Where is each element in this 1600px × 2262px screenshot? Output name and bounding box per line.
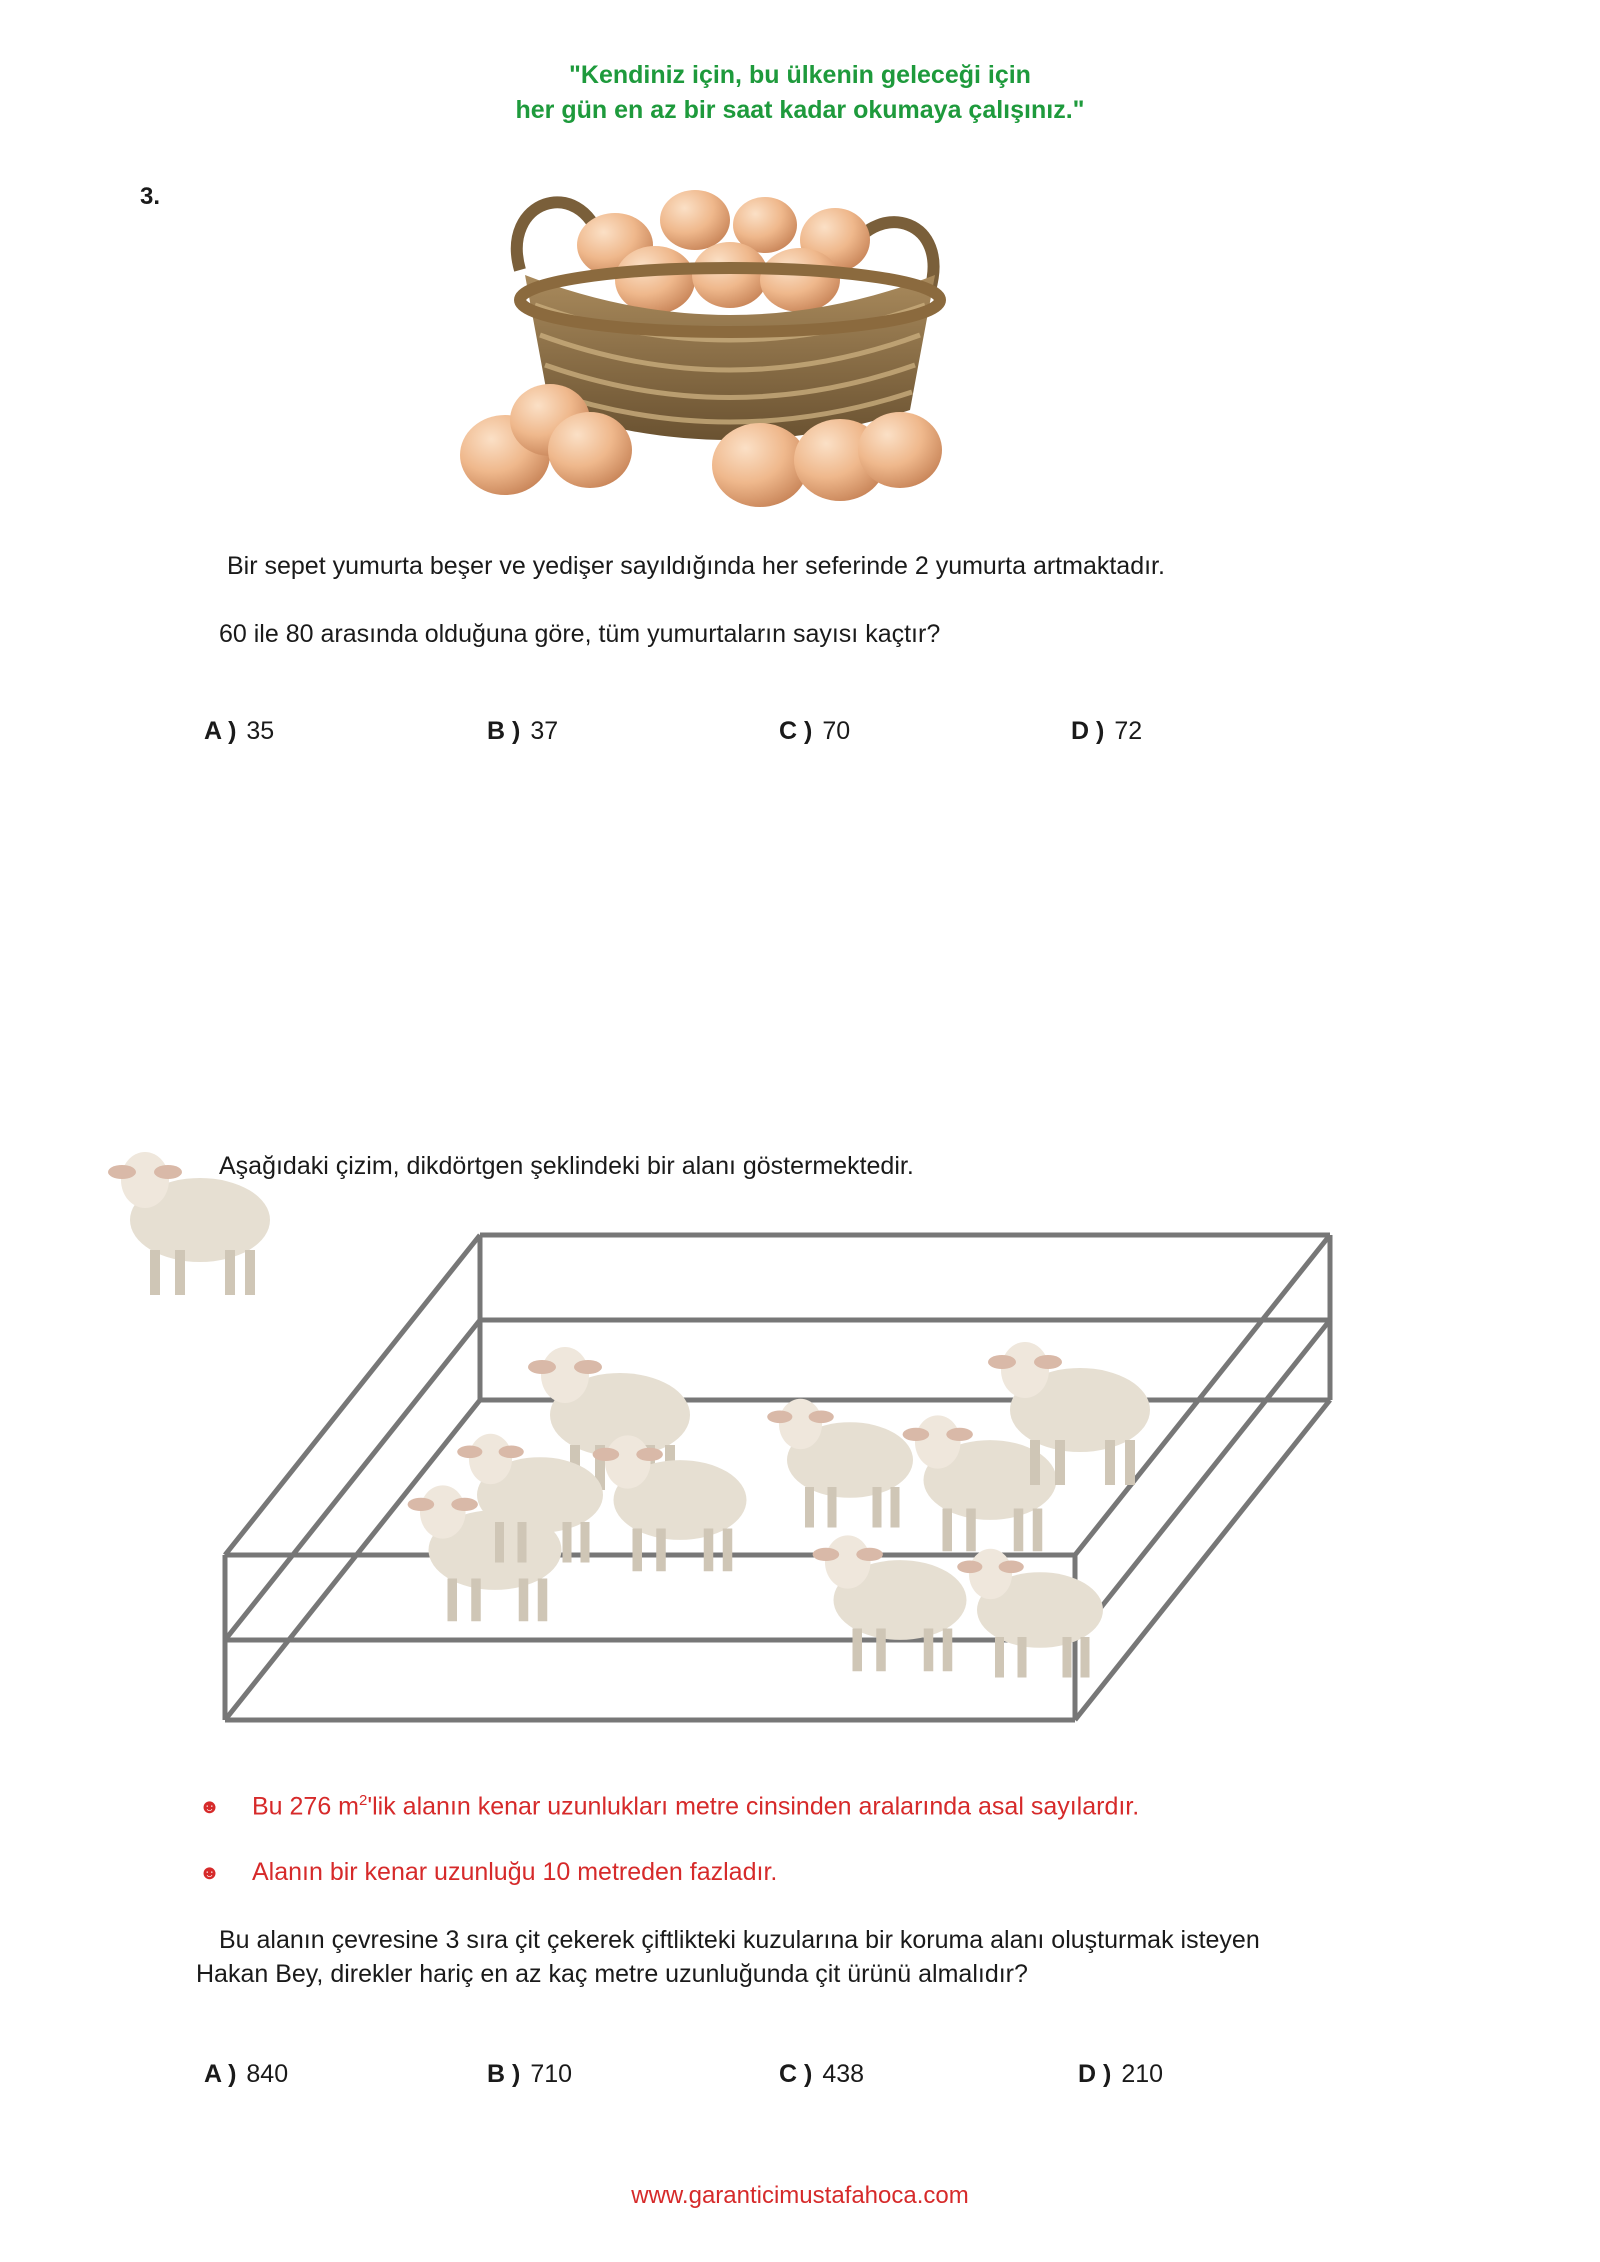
question-3-text-2: 60 ile 80 arasında olduğuna göre, tüm yumurtaların sayısı kaçtır? [219,620,941,648]
option-label: C ) [779,717,813,745]
option-value: 710 [530,2060,573,2088]
q4-condition-1 [252,1792,1139,1821]
condition-1-text-b: 'lik alanın kenar uzunlukları metre cinsinden aralarında asal sayılardır. [367,1792,1140,1821]
q3-option-a[interactable] [204,717,274,746]
question-4-intro: Aşağıdaki çizim, dikdörtgen şeklindeki bir alanı göstermektedir. [219,1152,914,1180]
footer-url[interactable]: www.garanticimustafahoca.com [631,2182,969,2209]
quote-line-2: her gün en az bir saat kadar okumaya çalışınız." [515,96,1085,124]
option-label: B ) [487,717,521,745]
option-label: B ) [487,2060,521,2088]
q4-question-line-2: Hakan Bey, direkler hariç en az kaç metre uzunluğunda çit ürünü almalıdır? [196,1960,1028,1988]
q4-option-b[interactable] [487,2060,572,2089]
question-3-number: 3. [140,183,161,210]
q4-question-line-1: Bu alanın çevresine 3 sıra çit çekerek çiftlikteki kuzularına bir koruma alanı oluşturmak isteyen [219,1926,1260,1954]
option-label: C ) [779,2060,813,2088]
sheep-pen-icon [200,1220,1360,1740]
option-value: 72 [1114,717,1143,745]
option-value: 37 [530,717,559,745]
quote-line-1: "Kendiniz için, bu ülkenin geleceği için [569,61,1031,89]
option-value: 840 [246,2060,289,2088]
bullet-icon: ☻ [199,1862,221,1884]
q4-option-d[interactable] [1078,2060,1163,2089]
condition-1-sup: 2 [359,1792,368,1809]
question-3-text-1: Bir sepet yumurta beşer ve yedişer sayıldığında her seferinde 2 yumurta artmaktadır. [227,552,1165,580]
q4-option-a[interactable] [204,2060,288,2089]
option-value: 70 [822,717,851,745]
q3-option-c[interactable] [779,717,850,746]
condition-1-text-a: Bu 276 m [252,1792,360,1821]
q4-condition-2: Alanın bir kenar uzunluğu 10 metreden fazladır. [252,1858,778,1886]
option-value: 210 [1121,2060,1164,2088]
option-label: A ) [204,2060,237,2088]
q3-option-b[interactable] [487,717,558,746]
q4-option-c[interactable] [779,2060,864,2089]
q3-option-d[interactable] [1071,717,1142,746]
option-value: 438 [822,2060,865,2088]
option-label: D ) [1071,717,1105,745]
bullet-icon: ☻ [199,1796,221,1818]
option-value: 35 [246,717,275,745]
egg-basket-icon [430,180,970,520]
option-label: D ) [1078,2060,1112,2088]
option-label: A ) [204,717,237,745]
